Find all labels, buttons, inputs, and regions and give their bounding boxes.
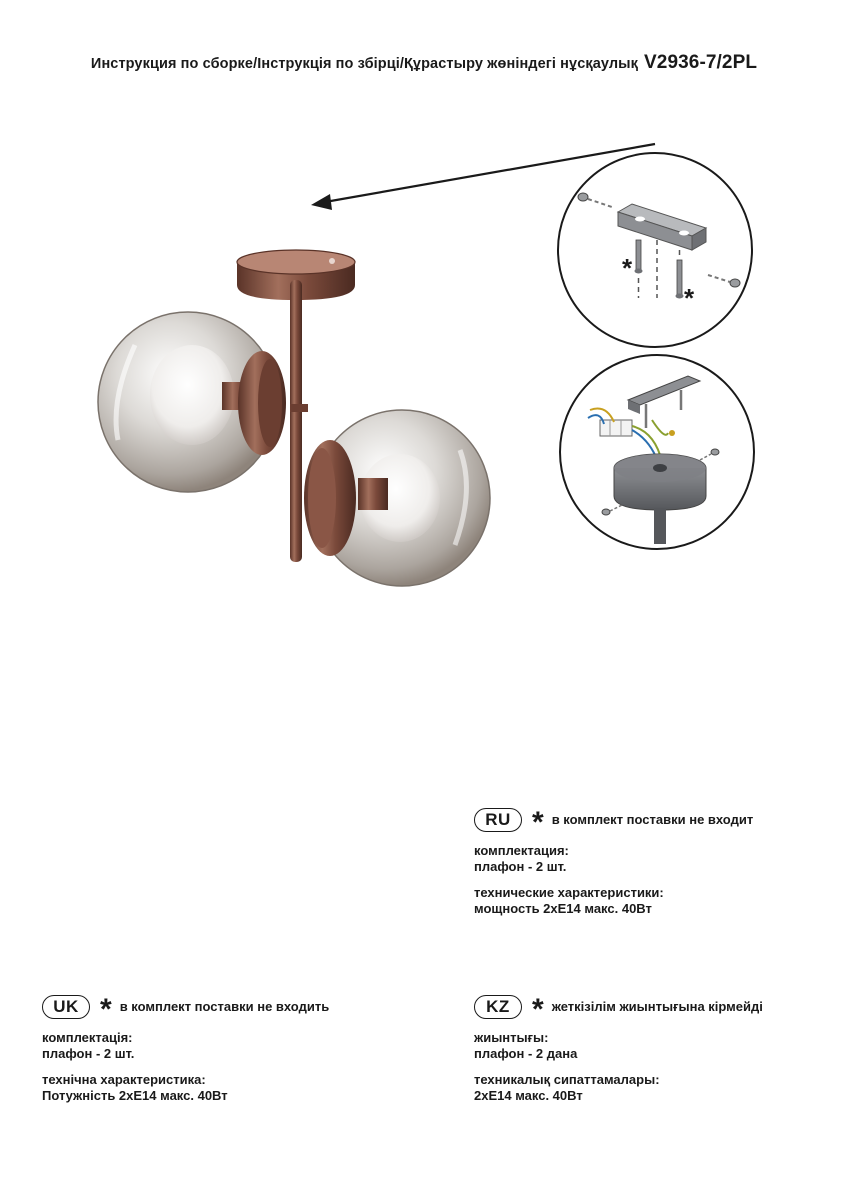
asterisk-icon: * bbox=[532, 806, 544, 839]
not-included-note-ru: в комплект поставки не входит bbox=[551, 812, 754, 827]
spec-heading-ru: технические характеристики: bbox=[474, 885, 664, 900]
asterisk-mark-left: * bbox=[622, 253, 633, 283]
info-head-ru bbox=[474, 806, 754, 839]
info-block-kz bbox=[474, 994, 763, 1104]
spec-value-uk: Потужність 2хЕ14 макс. 40Вт bbox=[42, 1088, 228, 1103]
language-badge-ru: RU bbox=[474, 808, 522, 832]
kit-heading-ru: комплектация: bbox=[474, 843, 569, 858]
info-block-uk bbox=[42, 994, 329, 1104]
spec-value-ru: мощность 2хЕ14 макс. 40Вт bbox=[474, 901, 652, 916]
info-head-uk bbox=[42, 993, 330, 1026]
not-included-note-kz: жеткізілім жиынтығына кірмейді bbox=[551, 999, 763, 1014]
detail-bracket bbox=[558, 153, 752, 347]
kit-item-kz: плафон - 2 дана bbox=[474, 1046, 578, 1061]
spec-value-kz: 2хЕ14 макс. 40Вт bbox=[474, 1088, 583, 1103]
detail-wiring bbox=[560, 355, 754, 549]
language-badge-kz: KZ bbox=[474, 995, 522, 1019]
asterisk-icon: * bbox=[532, 993, 544, 1026]
model-number: V2936-7/2PL bbox=[644, 52, 758, 73]
info-block-ru bbox=[474, 807, 753, 917]
asterisk-mark-right: * bbox=[684, 283, 695, 313]
spec-heading-kz: техникалық сипаттамалары: bbox=[474, 1072, 660, 1087]
lamp-fixture bbox=[98, 250, 490, 586]
title-text: Инструкция по сборке/Інструкція по збірці/Құрастыру жөніндегі нұсқаулық bbox=[90, 56, 639, 72]
kit-heading-uk: комплектація: bbox=[42, 1030, 133, 1045]
not-included-note-uk: в комплект поставки не входить bbox=[119, 999, 330, 1014]
language-badge-uk: UK bbox=[42, 995, 90, 1019]
info-head-kz bbox=[474, 993, 763, 1026]
asterisk-icon: * bbox=[100, 993, 112, 1026]
kit-item-ru: плафон - 2 шт. bbox=[474, 859, 567, 874]
kit-heading-kz: жиынтығы: bbox=[474, 1030, 549, 1045]
spec-heading-uk: технічна характеристика: bbox=[42, 1072, 206, 1087]
kit-item-uk: плафон - 2 шт. bbox=[42, 1046, 135, 1061]
